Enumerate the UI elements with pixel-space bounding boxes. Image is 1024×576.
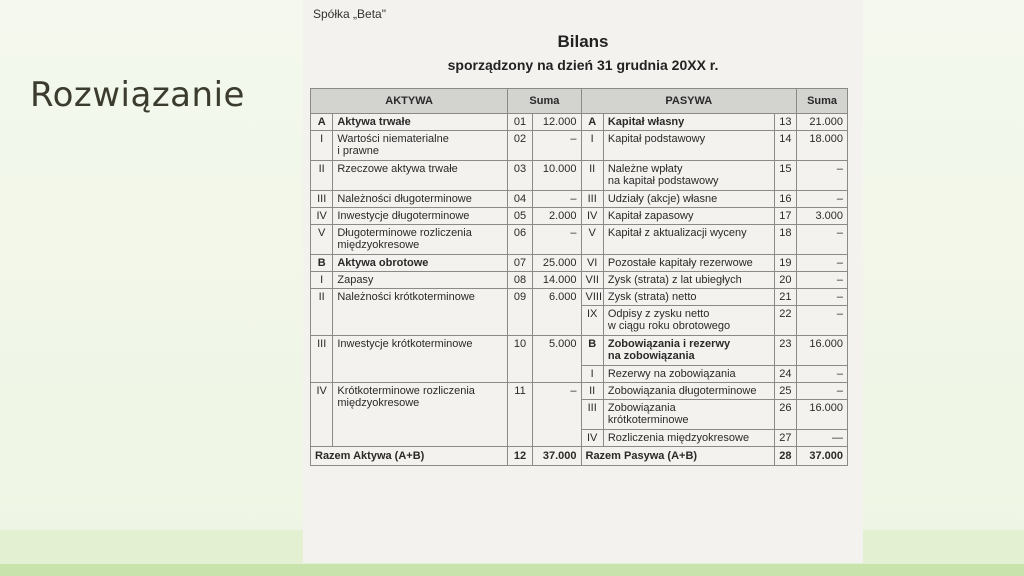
table-row — [311, 336, 848, 366]
aktywa-label: Krótkoterminowe rozliczenia międzyokresowe — [333, 383, 508, 447]
pasywa-sum: – — [797, 161, 848, 191]
pasywa-label: Zobowiązania długoterminowe — [603, 383, 774, 400]
aktywa-code: I — [311, 131, 333, 161]
pasywa-code: VI — [581, 255, 603, 272]
total-pasywa-sum: 37.000 — [797, 447, 848, 466]
pasywa-code: IV — [581, 208, 603, 225]
pasywa-label: Udziały (akcje) własne — [603, 191, 774, 208]
aktywa-sum: – — [532, 383, 581, 447]
aktywa-sum: 12.000 — [532, 114, 581, 131]
company-name: Spółka „Beta" — [313, 7, 386, 21]
aktywa-number: 01 — [508, 114, 532, 131]
pasywa-number: 26 — [774, 400, 796, 430]
aktywa-code: IV — [311, 208, 333, 225]
aktywa-number: 03 — [508, 161, 532, 191]
pasywa-code: II — [581, 161, 603, 191]
pasywa-number: 22 — [774, 306, 796, 336]
aktywa-code: IV — [311, 383, 333, 447]
aktywa-label: Aktywa trwałe — [333, 114, 508, 131]
aktywa-label: Rzeczowe aktywa trwałe — [333, 161, 508, 191]
pasywa-sum: – — [797, 366, 848, 383]
aktywa-label: Długoterminowe rozliczenia międzyokresowe — [333, 225, 508, 255]
aktywa-label: Należności długoterminowe — [333, 191, 508, 208]
aktywa-sum: 10.000 — [532, 161, 581, 191]
pasywa-code: I — [581, 131, 603, 161]
pasywa-sum: — — [797, 430, 848, 447]
pasywa-sum: – — [797, 191, 848, 208]
pasywa-sum: 16.000 — [797, 336, 848, 366]
total-aktywa-label: Razem Aktywa (A+B) — [311, 447, 508, 466]
aktywa-number: 05 — [508, 208, 532, 225]
aktywa-sum: 6.000 — [532, 289, 581, 336]
table-row — [311, 272, 848, 289]
pasywa-number: 13 — [774, 114, 796, 131]
pasywa-sum: 3.000 — [797, 208, 848, 225]
aktywa-code: A — [311, 114, 333, 131]
pasywa-number: 16 — [774, 191, 796, 208]
header-suma-pasywa: Suma — [797, 89, 848, 114]
aktywa-sum: 14.000 — [532, 272, 581, 289]
aktywa-code: B — [311, 255, 333, 272]
header-aktywa: AKTYWA — [311, 89, 508, 114]
table-row — [311, 114, 848, 131]
pasywa-label: Kapitał podstawowy — [603, 131, 774, 161]
table-row — [311, 131, 848, 161]
pasywa-sum: – — [797, 255, 848, 272]
pasywa-number: 15 — [774, 161, 796, 191]
aktywa-label: Zapasy — [333, 272, 508, 289]
table-row — [311, 383, 848, 400]
aktywa-sum: 2.000 — [532, 208, 581, 225]
aktywa-label: Inwestycje długoterminowe — [333, 208, 508, 225]
document-subheading: sporządzony na dzień 31 grudnia 20XX r. — [447, 57, 719, 73]
aktywa-number: 02 — [508, 131, 532, 161]
aktywa-code: III — [311, 336, 333, 383]
aktywa-number: 06 — [508, 225, 532, 255]
pasywa-code: A — [581, 114, 603, 131]
table-row — [311, 225, 848, 255]
pasywa-label: Zysk (strata) netto — [603, 289, 774, 306]
pasywa-label: Kapitał własny — [603, 114, 774, 131]
pasywa-number: 27 — [774, 430, 796, 447]
pasywa-sum: 16.000 — [797, 400, 848, 430]
pasywa-code: VIII — [581, 289, 603, 306]
aktywa-number: 08 — [508, 272, 532, 289]
pasywa-label: Kapitał z aktualizacji wyceny — [603, 225, 774, 255]
pasywa-code: IX — [581, 306, 603, 336]
header-pasywa: PASYWA — [581, 89, 797, 114]
table-row — [311, 208, 848, 225]
aktywa-code: III — [311, 191, 333, 208]
pasywa-label: Zobowiązania krótkoterminowe — [603, 400, 774, 430]
pasywa-number: 21 — [774, 289, 796, 306]
pasywa-number: 23 — [774, 336, 796, 366]
pasywa-label: Odpisy z zysku netto w ciągu roku obrotowego — [603, 306, 774, 336]
document-heading: Bilans — [557, 32, 609, 51]
pasywa-code: II — [581, 383, 603, 400]
pasywa-code: III — [581, 400, 603, 430]
aktywa-number: 09 — [508, 289, 532, 336]
total-aktywa-sum: 37.000 — [532, 447, 581, 466]
aktywa-number: 07 — [508, 255, 532, 272]
table-header-row — [311, 89, 848, 114]
slide-title: Rozwiązanie — [30, 74, 245, 115]
pasywa-number: 18 — [774, 225, 796, 255]
balance-sheet-table — [310, 88, 848, 466]
total-aktywa-number: 12 — [508, 447, 532, 466]
pasywa-label: Rezerwy na zobowiązania — [603, 366, 774, 383]
pasywa-label: Pozostałe kapitały rezerwowe — [603, 255, 774, 272]
pasywa-sum: – — [797, 289, 848, 306]
aktywa-label: Należności krótkoterminowe — [333, 289, 508, 336]
aktywa-code: II — [311, 289, 333, 336]
footer-band-accent — [0, 564, 1024, 576]
pasywa-sum: – — [797, 306, 848, 336]
balance-sheet-document — [303, 0, 863, 563]
pasywa-number: 24 — [774, 366, 796, 383]
pasywa-label: Zysk (strata) z lat ubiegłych — [603, 272, 774, 289]
pasywa-sum: 21.000 — [797, 114, 848, 131]
pasywa-label: Kapitał zapasowy — [603, 208, 774, 225]
aktywa-code: II — [311, 161, 333, 191]
header-suma-aktywa: Suma — [508, 89, 581, 114]
table-row — [311, 289, 848, 306]
pasywa-code: III — [581, 191, 603, 208]
aktywa-sum: 5.000 — [532, 336, 581, 383]
aktywa-sum: 25.000 — [532, 255, 581, 272]
aktywa-sum: – — [532, 191, 581, 208]
table-row — [311, 161, 848, 191]
pasywa-number: 14 — [774, 131, 796, 161]
total-pasywa-label: Razem Pasywa (A+B) — [581, 447, 774, 466]
pasywa-sum: – — [797, 272, 848, 289]
table-row — [311, 255, 848, 272]
pasywa-code: I — [581, 366, 603, 383]
total-pasywa-number: 28 — [774, 447, 796, 466]
pasywa-code: V — [581, 225, 603, 255]
pasywa-label: Zobowiązania i rezerwy na zobowiązania — [603, 336, 774, 366]
aktywa-label: Aktywa obrotowe — [333, 255, 508, 272]
pasywa-sum: – — [797, 383, 848, 400]
aktywa-code: I — [311, 272, 333, 289]
pasywa-number: 25 — [774, 383, 796, 400]
pasywa-sum: – — [797, 225, 848, 255]
aktywa-number: 04 — [508, 191, 532, 208]
aktywa-code: V — [311, 225, 333, 255]
pasywa-sum: 18.000 — [797, 131, 848, 161]
pasywa-label: Rozliczenia międzyokresowe — [603, 430, 774, 447]
totals-row — [311, 447, 848, 466]
pasywa-number: 20 — [774, 272, 796, 289]
pasywa-number: 17 — [774, 208, 796, 225]
table-row — [311, 191, 848, 208]
pasywa-code: VII — [581, 272, 603, 289]
pasywa-code: IV — [581, 430, 603, 447]
pasywa-code: B — [581, 336, 603, 366]
aktywa-label: Wartości niematerialne i prawne — [333, 131, 508, 161]
aktywa-number: 10 — [508, 336, 532, 383]
aktywa-sum: – — [532, 131, 581, 161]
pasywa-number: 19 — [774, 255, 796, 272]
aktywa-sum: – — [532, 225, 581, 255]
aktywa-label: Inwestycje krótkoterminowe — [333, 336, 508, 383]
aktywa-number: 11 — [508, 383, 532, 447]
pasywa-label: Należne wpłaty na kapitał podstawowy — [603, 161, 774, 191]
